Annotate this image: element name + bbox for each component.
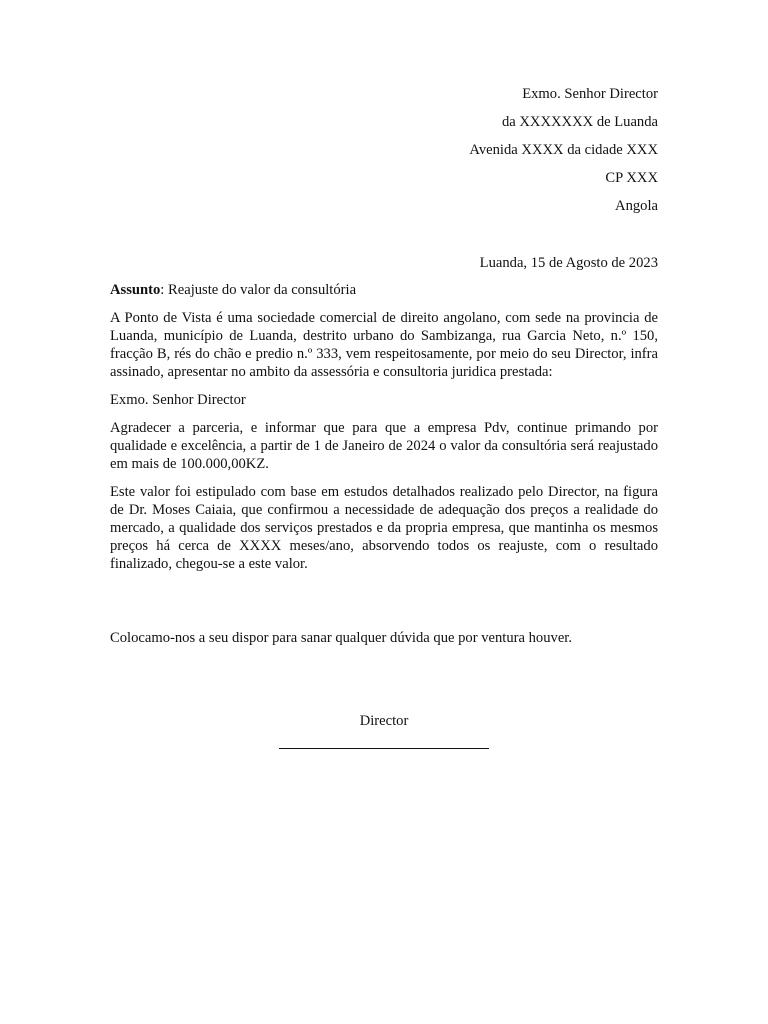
signature-block	[0, 712, 768, 749]
subject-label: Assunto	[110, 282, 161, 298]
signature-line	[279, 732, 489, 749]
recipient-line: Angola	[615, 198, 658, 214]
closing-sentence: Colocamo-nos a seu dispor para sanar qualquer dúvida que por ventura houver.	[110, 630, 572, 646]
salutation: Exmo. Senhor Director	[110, 392, 246, 408]
body-paragraph: Agradecer a parceria, e informar que para que a empresa Pdv, continue primando por qualidade e excelência, a partir de 1 de Janeiro de 2024 o valor da consultória será reajustado em mais de 100.000,00KZ.	[110, 420, 658, 472]
signature-title: Director	[359, 713, 409, 729]
recipient-line: Avenida XXXX da cidade XXX	[469, 142, 658, 158]
recipient-line: Exmo. Senhor Director	[522, 86, 658, 102]
letter-body	[110, 281, 658, 583]
recipient-line: CP XXX	[605, 170, 658, 186]
body-paragraph: A Ponto de Vista é uma sociedade comercial de direito angolano, com sede na provincia de Luanda, município de Luanda, destrito urbano do Sambizanga, rua Garcia Neto, n.º 150, fracção B, rés do chão e predio n.º 333, vem respeitosamente, por meio do seu Director, infra assinado, apresentar no ambito da assessória e consultoria juridica prestada:	[110, 310, 658, 380]
body-paragraph: Este valor foi estipulado com base em estudos detalhados realizado pelo Director, na figura de Dr. Moses Caiaia, que confirmou a necessidade de adequação dos preços a realidade do mercado, a qualidade dos serviços prestados e da propria empresa, que mantinha os mesmos preços há cerca de XXXX meses/ano, absorvendo todos os reajuste, com o resultado finalizado, chegou-se a este valor.	[110, 484, 658, 572]
subject-line	[110, 281, 658, 299]
date-line: Luanda, 15 de Agosto de 2023	[479, 255, 658, 271]
recipient-line: da XXXXXXX de Luanda	[501, 114, 658, 130]
subject-text: : Reajuste do valor da consultória	[160, 282, 357, 298]
recipient-address	[469, 85, 658, 225]
